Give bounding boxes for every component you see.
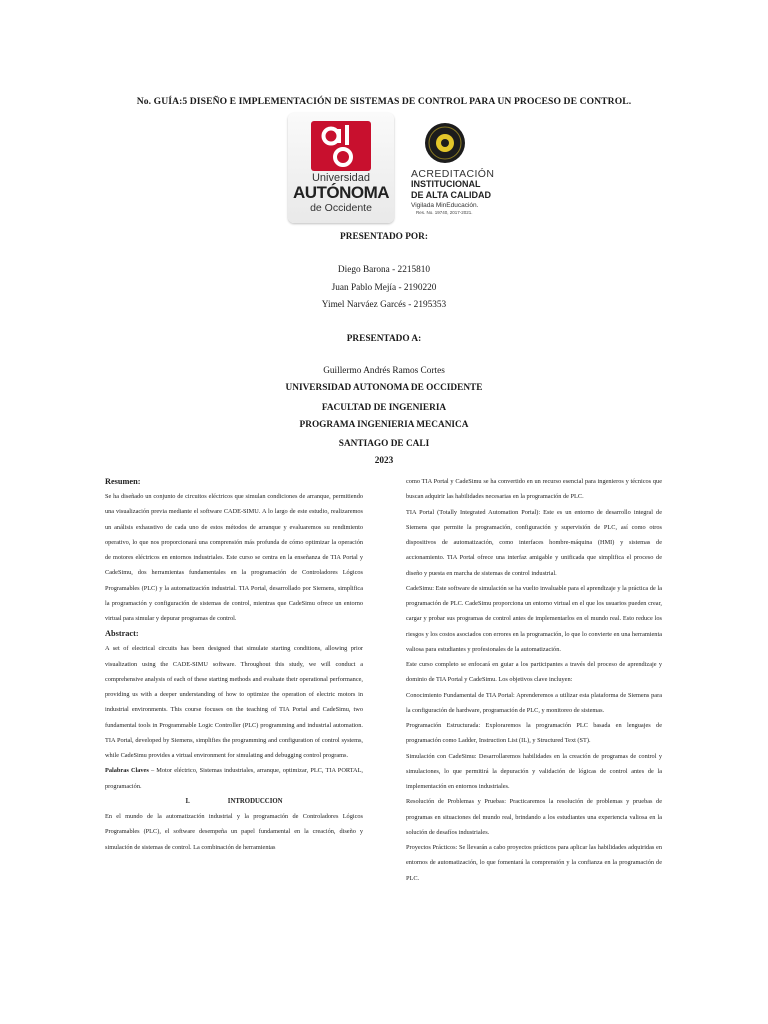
right-paragraph-1: como TIA Portal y CadeSimu se ha convertido en un recurso esencial para ingenieros y técnicos que buscan adquirir las habilidades necesarias en la programación de PLC. <box>406 478 662 501</box>
keywords-label: Palabras Claves <box>105 767 149 775</box>
presented-to-label: PRESENTADO A: <box>346 334 422 344</box>
uao-logo-line1: Universidad <box>311 172 371 184</box>
introduction-heading <box>105 794 363 809</box>
resumen-heading: Resumen: <box>105 477 141 486</box>
university-logo <box>288 113 394 223</box>
institution-program: PROGRAMA INGENIERIA MECANICA <box>299 420 469 430</box>
accreditation-seal-icon <box>424 121 466 165</box>
uao-logo-line2: AUTÓNOMA <box>292 183 390 202</box>
right-paragraph-7: Simulación con CadeSimu: Desarrollaremos habilidades en la creación de programas de control y simulaciones, lo que permitirá la depuración y validación de lógicas de control antes de la implementación en entornos industriales. <box>406 752 662 790</box>
accreditation-line4: Vigilada MinEducación. <box>411 202 479 209</box>
author-2: Juan Pablo Mejía - 2190220 <box>331 283 437 293</box>
right-paragraph-9: Proyectos Prácticos: Se llevarán a cabo proyectos prácticos para aplicar las habilidades adquiridas en entornos de automatización, lo que fomentará la comprensión y la confianza en la programación de PLC. <box>406 844 662 882</box>
abstract-paragraph: A set of electrical circuits has been designed that simulate starting conditions, allowing prior visualization using the CADE-SIMU software. Throughout this study, we will conduct a comprehensive analysis of each of these starting methods and evaluate their operational performance, providing us with a deeper understanding of how to optimize the operation of electric motors in industrial environments. This course focuses on the teaching of TIA Portal and CadeSimu, two fundamental tools in Programmable Logic Controller (PLC) programming and industrial automation. TIA Portal, developed by Siemens, simplifies the programming and configuration of control systems, while CadeSimu provides a virtual environment for simulating and debugging control programs. <box>105 645 363 759</box>
keywords-paragraph <box>105 763 363 794</box>
intro-paragraph: En el mundo de la automatización industrial y la programación de Controladores Lógicos Programables (PLC), el software desempeña un papel fundamental en la creación, diseño y simulación de sistemas de control. La combinación de herramientas <box>105 813 363 851</box>
right-paragraph-8: Resolución de Problemas y Pruebas: Practicaremos la resolución de problemas y pruebas de programas en situaciones del mundo real, brindando a los estudiantes una experiencia valiosa en la solución de desafíos industriales. <box>406 798 662 836</box>
section-title: INTRODUCCION <box>227 797 283 805</box>
document-title: No. GUÍA:5 DISEÑO E IMPLEMENTACIÓN DE SISTEMAS DE CONTROL PARA UN PROCESO DE CONTROL. <box>136 96 632 107</box>
keywords-text: – Motor eléctrico, Sistemas industriales, arranque, optimizar, PLC, TIA PORTAL, programación. <box>105 767 363 790</box>
right-paragraph-3: CadeSimu: Este software de simulación se ha vuelto invaluable para el aprendizaje y la práctica de la programación de PLC. CadeSimu proporciona un entorno virtual en el que los usuarios pueden crear, cargar y probar sus programas de control antes de implementarlos en el mundo real. Esto reduce los riesgos y los costos asociados con errores en la programación, lo que lo convierte en una herramienta valiosa para estudiantes y profesionales de la automatización. <box>406 584 662 653</box>
left-column <box>105 474 363 855</box>
institution-city: SANTIAGO DE CALI <box>338 439 430 449</box>
accreditation-line5: Res. No. 19740, 2017-2021. <box>416 210 473 215</box>
institution-faculty: FACULTAD DE INGENIERIA <box>321 403 447 413</box>
institution-university: UNIVERSIDAD AUTONOMA DE OCCIDENTE <box>285 383 483 393</box>
section-number: I. <box>185 797 190 805</box>
institution-year: 2023 <box>374 456 394 466</box>
accreditation-line3: DE ALTA CALIDAD <box>411 190 491 200</box>
accreditation-logo <box>404 118 504 224</box>
right-paragraph-6: Programación Estructurada: Exploraremos la programación PLC basada en lenguajes de programación como Ladder, Instruction List (IL), y Structured Text (ST). <box>406 722 662 745</box>
uao-logo-line3: de Occidente <box>310 202 372 214</box>
resumen-paragraph: Se ha diseñado un conjunto de circuitos eléctricos que simulan condiciones de arranque, permitiendo una visualización previa mediante el software CADE-SIMU. A lo largo de este estudio, realizaremos un análisis exhaustivo de cada uno de estos métodos de arranque y evaluaremos su rendimiento operativo, lo que nos proporcionará una comprensión más profunda de cómo optimizar la operación de motores eléctricos en entornos industriales. Este curso se centra en la enseñanza de TIA Portal y CadeSimu, dos herramientas fundamentales en la programación de Controladores Lógicos Programables (PLC) y la automatización industrial. TIA Portal, desarrollado por Siemens, simplifica la programación y configuración de sistemas de control, mientras que CadeSimu ofrece un entorno virtual para simular y depurar programas de control. <box>105 493 363 622</box>
right-paragraph-4: Este curso completo se enfocará en guiar a los participantes a través del proceso de aprendizaje y dominio de TIA Portal y CadeSimu. Los objetivos clave incluyen: <box>406 661 662 684</box>
right-paragraph-5: Conocimiento Fundamental de TIA Portal: Aprenderemos a utilizar esta plataforma de Siemens para la configuración de hardware, programación de PLC, y monitoreo de sistemas. <box>406 691 662 714</box>
author-1: Diego Barona - 2215810 <box>337 265 431 275</box>
author-3: Yimel Narváez Garcés - 2195353 <box>321 300 447 310</box>
right-column <box>406 474 662 886</box>
uao-emblem-icon <box>311 121 371 171</box>
accreditation-line2: INSTITUCIONAL <box>411 179 481 189</box>
abstract-heading: Abstract: <box>105 629 139 639</box>
presented-by-label: PRESENTADO POR: <box>340 232 428 242</box>
professor-name: Guillermo Andrés Ramos Cortes <box>323 366 445 376</box>
right-paragraph-2: TIA Portal (Totally Integrated Automation Portal): Este es un entorno de desarrollo integral de Siemens que permite la programación, configuración y supervisión de PLC, así como otros dispositivos de automatización, como interfaces hombre-máquina (HMI) y sistemas de accionamiento. TIA Portal ofrece una interfaz amigable y unificada que simplifica el proceso de diseño y puesta en marcha de sistemas de control industrial. <box>406 508 662 577</box>
accreditation-line1: ACREDITACIÓN <box>411 168 495 180</box>
